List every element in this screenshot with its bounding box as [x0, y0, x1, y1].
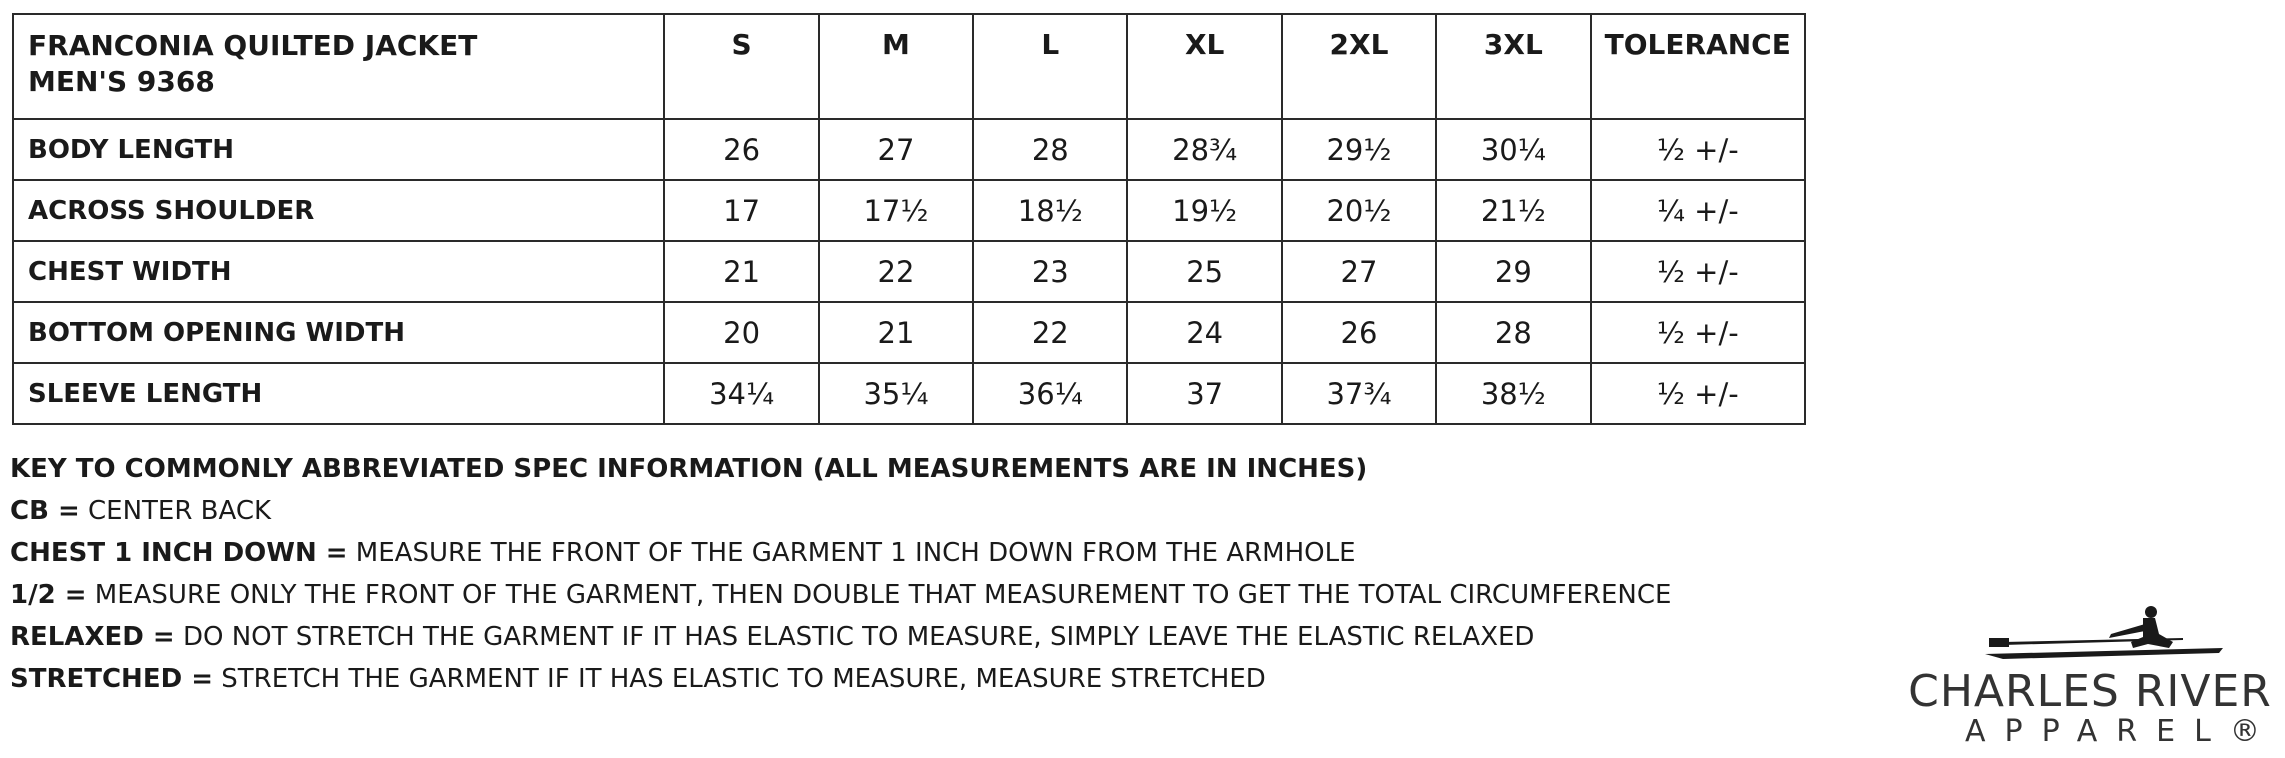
table-cell: 17 [664, 180, 818, 241]
key-definition: MEASURE THE FRONT OF THE GARMENT 1 INCH DOWN FROM THE ARMHOLE [347, 538, 1356, 568]
size-header-m: M [819, 14, 973, 119]
table-cell: 20½ [1282, 180, 1436, 241]
table-cell: 37 [1127, 363, 1281, 424]
table-cell: 30¼ [1436, 119, 1590, 180]
key-heading-text: KEY TO COMMONLY ABBREVIATED SPEC INFORMATION (ALL MEASUREMENTS ARE IN INCHES) [10, 454, 1368, 484]
table-cell: 24 [1127, 302, 1281, 363]
table-cell: 28 [973, 119, 1127, 180]
table-cell: 22 [819, 241, 973, 302]
table-cell: 25 [1127, 241, 1281, 302]
tolerance-cell: ½ +/- [1591, 363, 1805, 424]
table-cell: 21 [664, 241, 818, 302]
key-definition: CENTER BACK [79, 496, 272, 526]
product-style-number: MEN'S 9368 [28, 65, 215, 98]
row-label: SLEEVE LENGTH [13, 363, 664, 424]
table-cell: 22 [973, 302, 1127, 363]
key-item [10, 532, 1671, 574]
table-cell: 35¼ [819, 363, 973, 424]
key-item [10, 574, 1671, 616]
brand-logo [1905, 604, 2279, 754]
table-cell: 36¼ [973, 363, 1127, 424]
table-cell: 23 [973, 241, 1127, 302]
table-cell: 17½ [819, 180, 973, 241]
key-item [10, 658, 1671, 700]
key-definition: DO NOT STRETCH THE GARMENT IF IT HAS ELASTIC TO MEASURE, SIMPLY LEAVE THE ELASTIC RELAXED [174, 622, 1535, 652]
table-row [13, 241, 1805, 302]
table-row [13, 363, 1805, 424]
table-cell: 27 [819, 119, 973, 180]
table-row [13, 302, 1805, 363]
key-term: STRETCHED = [10, 664, 213, 694]
table-cell: 18½ [973, 180, 1127, 241]
brand-name: CHARLES RIVER [1908, 666, 2272, 717]
table-row [13, 180, 1805, 241]
key-term: RELAXED = [10, 622, 175, 652]
key-term: CB = [10, 496, 80, 526]
table-cell: 20 [664, 302, 818, 363]
key-term: 1/2 = [10, 580, 87, 610]
row-label: ACROSS SHOULDER [13, 180, 664, 241]
spec-key [10, 448, 1671, 700]
table-cell: 27 [1282, 241, 1436, 302]
rower-icon [1983, 604, 2228, 664]
table-cell: 26 [664, 119, 818, 180]
key-heading [10, 448, 1671, 490]
row-label: BODY LENGTH [13, 119, 664, 180]
key-item [10, 490, 1671, 532]
size-header-s: S [664, 14, 818, 119]
table-cell: 28 [1436, 302, 1590, 363]
table-cell: 21 [819, 302, 973, 363]
tolerance-cell: ½ +/- [1591, 119, 1805, 180]
tolerance-cell: ½ +/- [1591, 302, 1805, 363]
row-label: BOTTOM OPENING WIDTH [13, 302, 664, 363]
table-cell: 28¾ [1127, 119, 1281, 180]
tolerance-header: TOLERANCE [1591, 14, 1805, 119]
row-label: CHEST WIDTH [13, 241, 664, 302]
header-row [13, 14, 1805, 119]
size-spec-table [12, 13, 1806, 425]
table-cell: 29½ [1282, 119, 1436, 180]
key-definition: MEASURE ONLY THE FRONT OF THE GARMENT, THEN DOUBLE THAT MEASUREMENT TO GET THE TOTAL CIRCUMFERENCE [86, 580, 1672, 610]
tolerance-cell: ½ +/- [1591, 241, 1805, 302]
size-header-3xl: 3XL [1436, 14, 1590, 119]
key-item [10, 616, 1671, 658]
size-header-xl: XL [1127, 14, 1281, 119]
key-definition: STRETCH THE GARMENT IF IT HAS ELASTIC TO MEASURE, MEASURE STRETCHED [213, 664, 1266, 694]
tolerance-cell: ¼ +/- [1591, 180, 1805, 241]
key-term: CHEST 1 INCH DOWN = [10, 538, 348, 568]
size-header-l: L [973, 14, 1127, 119]
table-cell: 38½ [1436, 363, 1590, 424]
table-cell: 26 [1282, 302, 1436, 363]
table-cell: 21½ [1436, 180, 1590, 241]
brand-sub: APPAREL® [1965, 714, 2279, 749]
table-cell: 37¾ [1282, 363, 1436, 424]
product-title-cell [13, 14, 664, 119]
table-cell: 19½ [1127, 180, 1281, 241]
table-cell: 34¼ [664, 363, 818, 424]
size-header-2xl: 2XL [1282, 14, 1436, 119]
product-name: FRANCONIA QUILTED JACKET [28, 29, 478, 62]
table-row [13, 119, 1805, 180]
table-cell: 29 [1436, 241, 1590, 302]
